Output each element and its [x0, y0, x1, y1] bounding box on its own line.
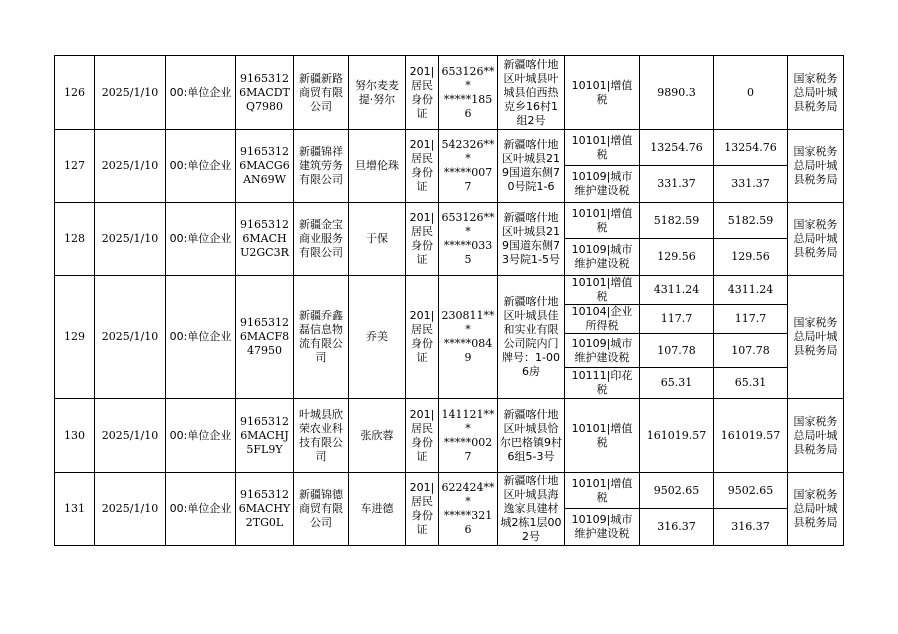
table-row: [55, 276, 844, 305]
credit-code-cell: 91653126MACF847950: [236, 276, 294, 399]
tax-arrears-table: [54, 55, 844, 546]
arrears-amount-cell: 65.31: [640, 368, 714, 399]
id-type-cell: 201|居民身份证: [406, 276, 439, 399]
table-row: [55, 203, 844, 239]
credit-code-cell: 91653126MACDTQ7980: [236, 56, 294, 130]
tax-item-cell: 10111|印花税: [565, 368, 640, 399]
tax-item-cell: 10101|增值税: [565, 399, 640, 473]
current-arrears-cell: 316.37: [714, 509, 788, 546]
current-arrears-cell: 117.7: [714, 305, 788, 334]
tax-authority-cell: 国家税务总局叶城县税务局: [788, 56, 844, 130]
row-number: 131: [55, 473, 95, 546]
address-cell: 新疆喀什地区叶城县219国道东侧70号院1-6: [498, 130, 565, 203]
date-cell: 2025/1/10: [95, 473, 166, 546]
date-cell: 2025/1/10: [95, 276, 166, 399]
credit-code-cell: 91653126MACHU2GC3R: [236, 203, 294, 276]
tax-authority-cell: 国家税务总局叶城县税务局: [788, 130, 844, 203]
arrears-amount-cell: 5182.59: [640, 203, 714, 239]
legal-person-cell: 张欣蓉: [349, 399, 406, 473]
tax-authority-cell: 国家税务总局叶城县税务局: [788, 276, 844, 399]
credit-code-cell: 91653126MACHY2TG0L: [236, 473, 294, 546]
tax-item-cell: 10109|城市维护建设税: [565, 334, 640, 368]
id-type-cell: 201|居民身份证: [406, 56, 439, 130]
company-name-cell: 新疆锦祥建筑劳务有限公司: [294, 130, 349, 203]
tax-item-cell: 10101|增值税: [565, 203, 640, 239]
taxpayer-type-cell: 00:单位企业: [166, 276, 236, 399]
current-arrears-cell: 331.37: [714, 166, 788, 203]
arrears-amount-cell: 107.78: [640, 334, 714, 368]
table-row: [55, 473, 844, 509]
id-number-cell: 141121*** *****0027: [439, 399, 498, 473]
tax-item-cell: 10109|城市维护建设税: [565, 509, 640, 546]
date-cell: 2025/1/10: [95, 399, 166, 473]
current-arrears-cell: 161019.57: [714, 399, 788, 473]
company-name-cell: 新疆金宝商业服务有限公司: [294, 203, 349, 276]
arrears-amount-cell: 9502.65: [640, 473, 714, 509]
address-cell: 新疆喀什地区叶城县叶城县伯西热克乡16村1组2号: [498, 56, 565, 130]
tax-item-cell: 10104|企业所得税: [565, 305, 640, 334]
credit-code-cell: 91653126MACG6AN69W: [236, 130, 294, 203]
current-arrears-cell: 129.56: [714, 239, 788, 276]
legal-person-cell: 乔美: [349, 276, 406, 399]
id-number-cell: 622424*** *****3216: [439, 473, 498, 546]
legal-person-cell: 努尔麦麦提·努尔: [349, 56, 406, 130]
tax-item-cell: 10109|城市维护建设税: [565, 166, 640, 203]
tax-item-cell: 10101|增值税: [565, 473, 640, 509]
current-arrears-cell: 0: [714, 56, 788, 130]
tax-item-cell: 10101|增值税: [565, 130, 640, 166]
arrears-amount-cell: 331.37: [640, 166, 714, 203]
tax-item-cell: 10101|增值税: [565, 276, 640, 305]
tax-item-cell: 10101|增值税: [565, 56, 640, 130]
date-cell: 2025/1/10: [95, 203, 166, 276]
address-cell: 新疆喀什地区叶城县219国道东侧73号院1-5号: [498, 203, 565, 276]
legal-person-cell: 车进德: [349, 473, 406, 546]
table-body: [55, 56, 844, 546]
company-name-cell: 叶城县欣荣农业科技有限公司: [294, 399, 349, 473]
legal-person-cell: 于保: [349, 203, 406, 276]
arrears-amount-cell: 4311.24: [640, 276, 714, 305]
row-number: 130: [55, 399, 95, 473]
current-arrears-cell: 5182.59: [714, 203, 788, 239]
id-type-cell: 201|居民身份证: [406, 203, 439, 276]
arrears-amount-cell: 316.37: [640, 509, 714, 546]
tax-authority-cell: 国家税务总局叶城县税务局: [788, 203, 844, 276]
arrears-amount-cell: 117.7: [640, 305, 714, 334]
id-number-cell: 542326*** *****0077: [439, 130, 498, 203]
id-number-cell: 653126*** *****0335: [439, 203, 498, 276]
tax-authority-cell: 国家税务总局叶城县税务局: [788, 399, 844, 473]
current-arrears-cell: 9502.65: [714, 473, 788, 509]
current-arrears-cell: 13254.76: [714, 130, 788, 166]
date-cell: 2025/1/10: [95, 130, 166, 203]
row-number: 126: [55, 56, 95, 130]
taxpayer-type-cell: 00:单位企业: [166, 473, 236, 546]
company-name-cell: 新疆新路商贸有限公司: [294, 56, 349, 130]
id-number-cell: 230811*** *****0849: [439, 276, 498, 399]
current-arrears-cell: 65.31: [714, 368, 788, 399]
arrears-amount-cell: 13254.76: [640, 130, 714, 166]
row-number: 128: [55, 203, 95, 276]
row-number: 129: [55, 276, 95, 399]
address-cell: 新疆喀什地区叶城县佳和实业有限公司院内门牌号：1-006房: [498, 276, 565, 399]
company-name-cell: 新疆锦德商贸有限公司: [294, 473, 349, 546]
date-cell: 2025/1/10: [95, 56, 166, 130]
taxpayer-type-cell: 00:单位企业: [166, 399, 236, 473]
legal-person-cell: 旦增伦珠: [349, 130, 406, 203]
id-number-cell: 653126*** *****1856: [439, 56, 498, 130]
arrears-amount-cell: 161019.57: [640, 399, 714, 473]
address-cell: 新疆喀什地区叶城县海逸家具建材城2栋1层002号: [498, 473, 565, 546]
current-arrears-cell: 107.78: [714, 334, 788, 368]
tax-item-cell: 10109|城市维护建设税: [565, 239, 640, 276]
table-row: [55, 56, 844, 130]
table-row: [55, 399, 844, 473]
arrears-amount-cell: 9890.3: [640, 56, 714, 130]
current-arrears-cell: 4311.24: [714, 276, 788, 305]
taxpayer-type-cell: 00:单位企业: [166, 203, 236, 276]
arrears-amount-cell: 129.56: [640, 239, 714, 276]
row-number: 127: [55, 130, 95, 203]
credit-code-cell: 91653126MACHJ5FL9Y: [236, 399, 294, 473]
tax-authority-cell: 国家税务总局叶城县税务局: [788, 473, 844, 546]
taxpayer-type-cell: 00:单位企业: [166, 130, 236, 203]
table-row: [55, 130, 844, 166]
id-type-cell: 201|居民身份证: [406, 130, 439, 203]
id-type-cell: 201|居民身份证: [406, 399, 439, 473]
id-type-cell: 201|居民身份证: [406, 473, 439, 546]
address-cell: 新疆喀什地区叶城县恰尔巴格镇9村6组5-3号: [498, 399, 565, 473]
taxpayer-type-cell: 00:单位企业: [166, 56, 236, 130]
company-name-cell: 新疆乔鑫磊信息物流有限公司: [294, 276, 349, 399]
